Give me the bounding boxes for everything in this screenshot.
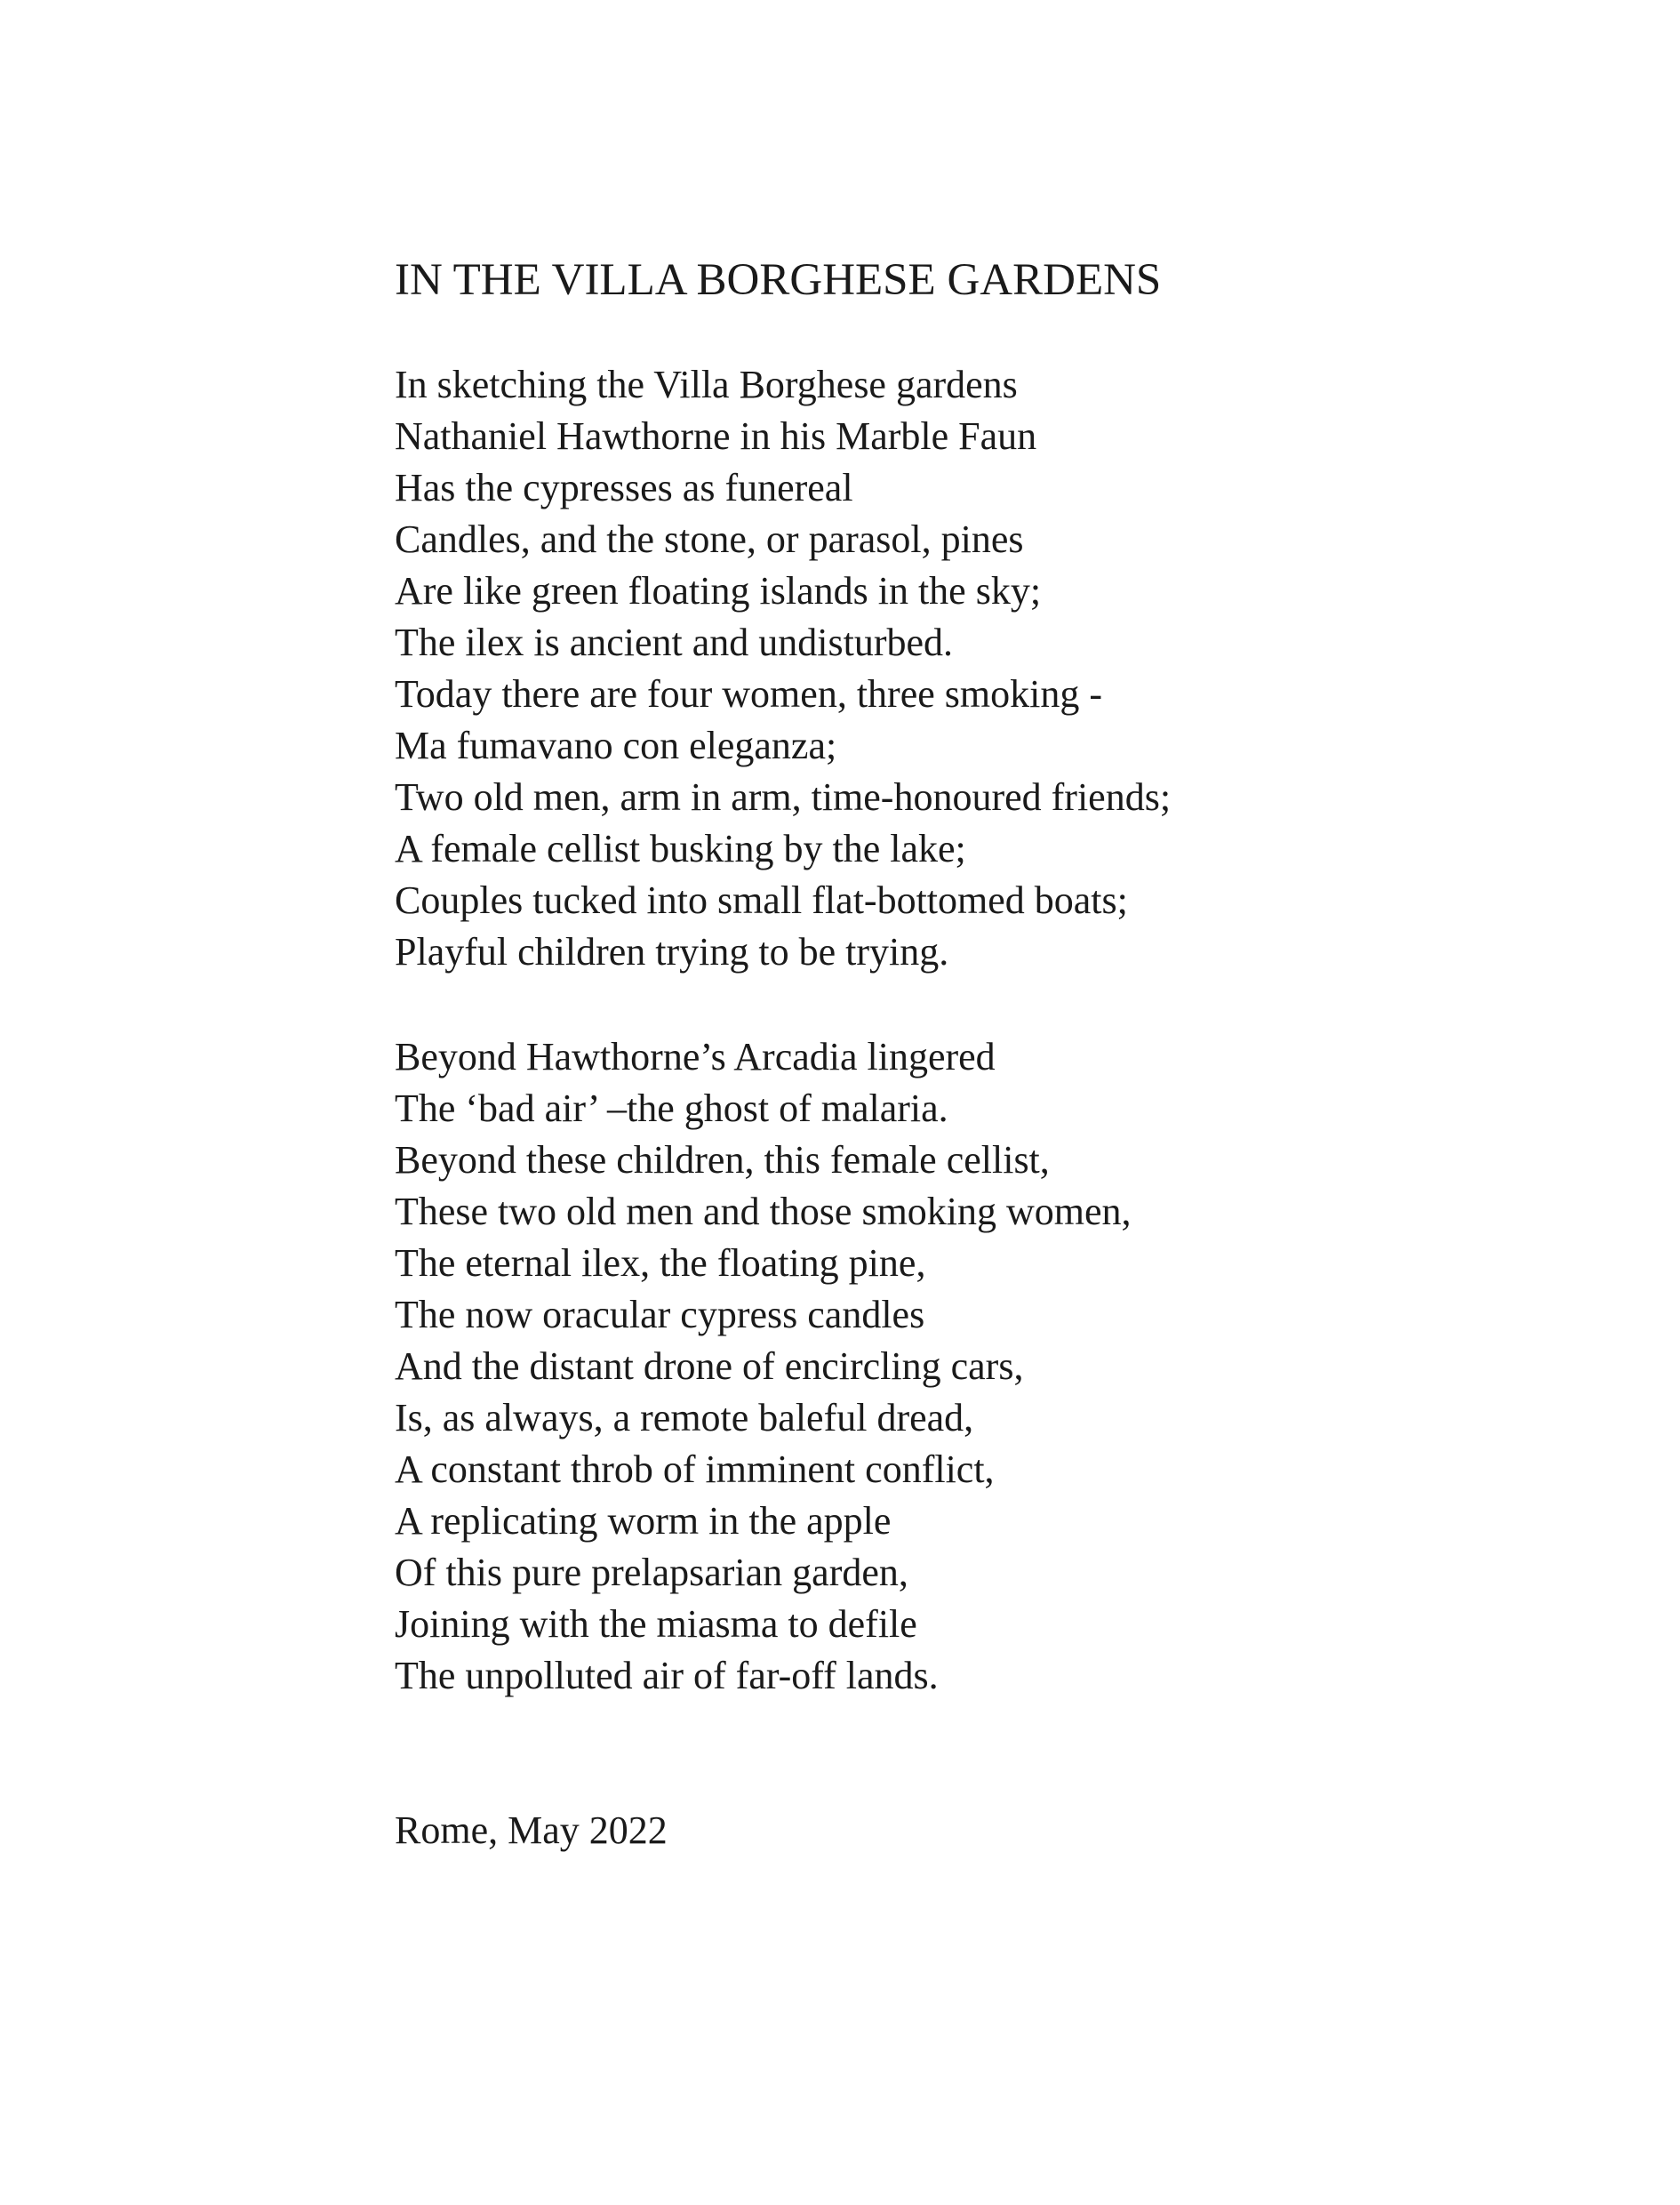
poem-line: The now oracular cypress candles <box>395 1293 925 1336</box>
poem-line: The eternal ilex, the floating pine, <box>395 1241 926 1285</box>
poem-line: Is, as always, a remote baleful dread, <box>395 1396 974 1439</box>
poem-line: The ‘bad air’ –the ghost of malaria. <box>395 1086 948 1130</box>
poem-line: Has the cypresses as funereal <box>395 466 853 509</box>
poem-line: A constant throb of imminent conflict, <box>395 1447 995 1491</box>
stanza-1 <box>395 359 1171 978</box>
poem-line: Are like green floating islands in the sky; <box>395 569 1042 613</box>
poem-line: The ilex is ancient and undisturbed. <box>395 621 954 664</box>
poem-line: Of this pure prelapsarian garden, <box>395 1551 908 1594</box>
poem-line: Playful children trying to be trying. <box>395 930 949 974</box>
poem-line: Joining with the miasma to defile <box>395 1602 917 1646</box>
poem-line: Candles, and the stone, or parasol, pines <box>395 517 1024 561</box>
stanza-2 <box>395 1031 1132 1702</box>
poem-line: Nathaniel Hawthorne in his Marble Faun <box>395 414 1037 458</box>
poem-line: Today there are four women, three smoking - <box>395 672 1102 716</box>
poem-line: Beyond Hawthorne’s Arcadia lingered <box>395 1035 996 1078</box>
poem-line: A replicating worm in the apple <box>395 1499 892 1543</box>
poem-line: Two old men, arm in arm, time-honoured friends; <box>395 775 1172 819</box>
poem-title: IN THE VILLA BORGHESE GARDENS <box>395 255 1162 305</box>
poem-line: These two old men and those smoking women, <box>395 1190 1132 1233</box>
poem-line: Beyond these children, this female cellist, <box>395 1138 1050 1182</box>
place-date-line: Rome, May 2022 <box>395 1808 668 1852</box>
poem-line: The unpolluted air of far-off lands. <box>395 1654 939 1697</box>
poem-line: And the distant drone of encircling cars, <box>395 1344 1024 1388</box>
poem-line: Ma fumavano con eleganza; <box>395 724 837 767</box>
poem-line: In sketching the Villa Borghese gardens <box>395 363 1018 406</box>
poem-line: A female cellist busking by the lake; <box>395 827 966 870</box>
poem-line: Couples tucked into small flat-bottomed boats; <box>395 878 1128 922</box>
